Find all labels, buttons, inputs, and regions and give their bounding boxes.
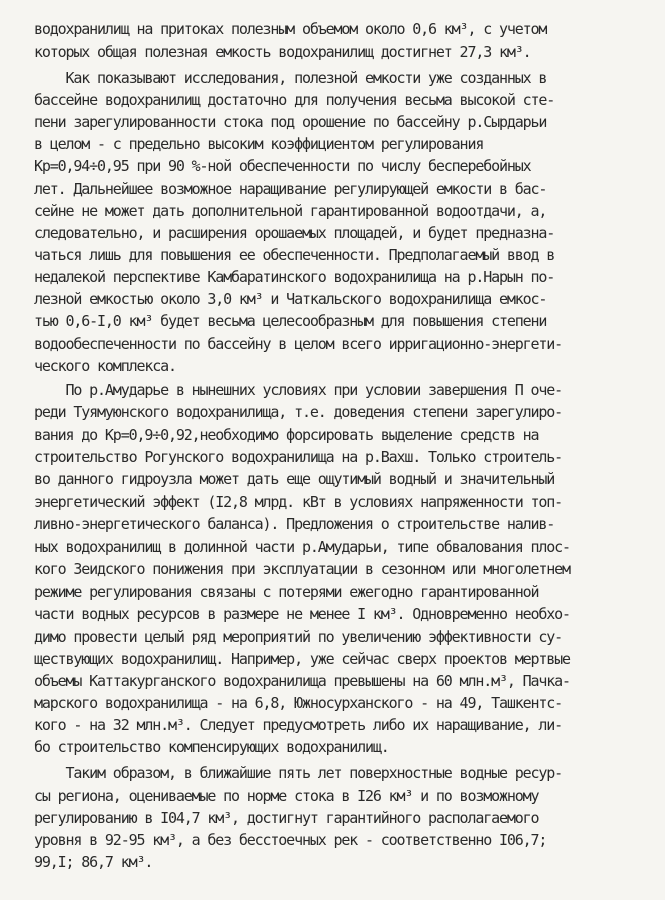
text-line: лет. Дальнейшее возможное наращивание регулирующей емкости в бас- — [34, 180, 547, 198]
text-line: следовательно, и расширения орошаемых площадей, и будет предназна- — [34, 224, 555, 242]
text-line: водохранилищ на притоках полезным объемом около 0,6 км³, с учетом — [34, 20, 547, 38]
text-line: в целом - с предельно высоким коэффициентом регулирования — [34, 135, 484, 153]
text-line: 99,I; 86,7 км³. — [34, 853, 153, 871]
text-line: лезной емкостью около 3,0 км³ и Чаткальского водохранилища емкос- — [34, 290, 547, 308]
text-line: тью 0,6-I,0 км³ будет весьма целесообразным для повышения степени — [34, 312, 547, 330]
text-line: марского водохранилища - на 6,8, Южносурханского - на 49, Ташкентс- — [34, 694, 563, 712]
text-line: водообеспеченности по бассейну в целом всего ирригационно-энергети- — [34, 335, 563, 353]
text-line: кого - на 32 млн.м³. Следует предусмотреть либо их наращивание, ли- — [34, 716, 563, 734]
text-line: недалекой перспективе Камбаратинского водохранилища на р.Нарын по- — [34, 268, 555, 286]
text-line: кого Зеидского понижения при эксплуатации в сезонном или многолетнем — [34, 560, 570, 578]
text-line: части водных ресурсов в размере не менее I км³. Одновременно необхо- — [34, 605, 570, 623]
text-line: энергетический эффект (I2,8 млрд. кВт в условиях напряженности топ- — [34, 493, 563, 511]
text-line: объемы Каттакурганского водохранилища превышены на 60 млн.м³, Пачка- — [34, 672, 570, 690]
text-line: бо строительство компенсирующих водохранилищ. — [34, 738, 389, 756]
text-line: во данного гидроузла может дать еще ощутимый водный и значительный — [34, 470, 555, 488]
text-line: Таким образом, в ближайшие пять лет поверхностные водные ресур- — [34, 764, 563, 782]
text-line: вания до Kр=0,9÷0,92,необходимо форсировать выделение средств на — [34, 426, 539, 444]
text-line: строительство Рогунского водохранилища на р.Вахш. Только строитель- — [34, 448, 563, 466]
text-line: регулированию в I04,7 км³, достигнут гарантийного располагаемого — [34, 809, 539, 827]
text-line: ческого комплекса. — [34, 357, 176, 375]
text-line: сейне не может дать дополнительной гарантированной водоотдачи, а, — [34, 202, 547, 220]
text-line: сы региона, оцениваемые по норме стока в I26 км³ и по возможному — [34, 787, 539, 805]
text-line: бассейне водохранилищ достаточно для получения весьма высокой сте- — [34, 91, 555, 109]
text-line: пени зарегулированности стока под орошение по бассейну р.Сырдарьи — [34, 113, 547, 131]
text-line: ных водохранилищ в долинной части р.Амударьи, типе обвалования плос- — [34, 538, 570, 556]
text-line: По р.Амударье в нынешних условиях при условии завершения П оче- — [34, 381, 563, 399]
text-line: режиме регулирования связаны с потерями ежегодно гарантированной — [34, 583, 539, 601]
text-line: уровня в 92-95 км³, а без бесстоечных рек - соответственно I06,7; — [34, 831, 547, 849]
text-line: ливно-энергетического баланса). Предложения о строительстве налив- — [34, 515, 555, 533]
text-line: реди Туямуюнского водохранилища, т.е. доведения степени зарегулиро- — [34, 403, 563, 421]
text-line: Как показывают исследования, полезной емкости уже созданных в — [34, 69, 547, 87]
text-line: димо провести целый ряд мероприятий по увеличению эффективности су- — [34, 628, 563, 646]
text-line: чаться лишь для повышения ее обеспеченности. Предполагаемый ввод в — [34, 246, 555, 264]
text-line: ществующих водохранилищ. Например, уже сейчас сверх проектов мертвые — [34, 650, 570, 668]
text-line: Kр=0,94÷0,95 при 90 %-ной обеспеченности по числу бесперебойных — [34, 157, 531, 175]
text-line: которых общая полезная емкость водохранилищ достигнет 27,3 км³. — [34, 43, 531, 61]
